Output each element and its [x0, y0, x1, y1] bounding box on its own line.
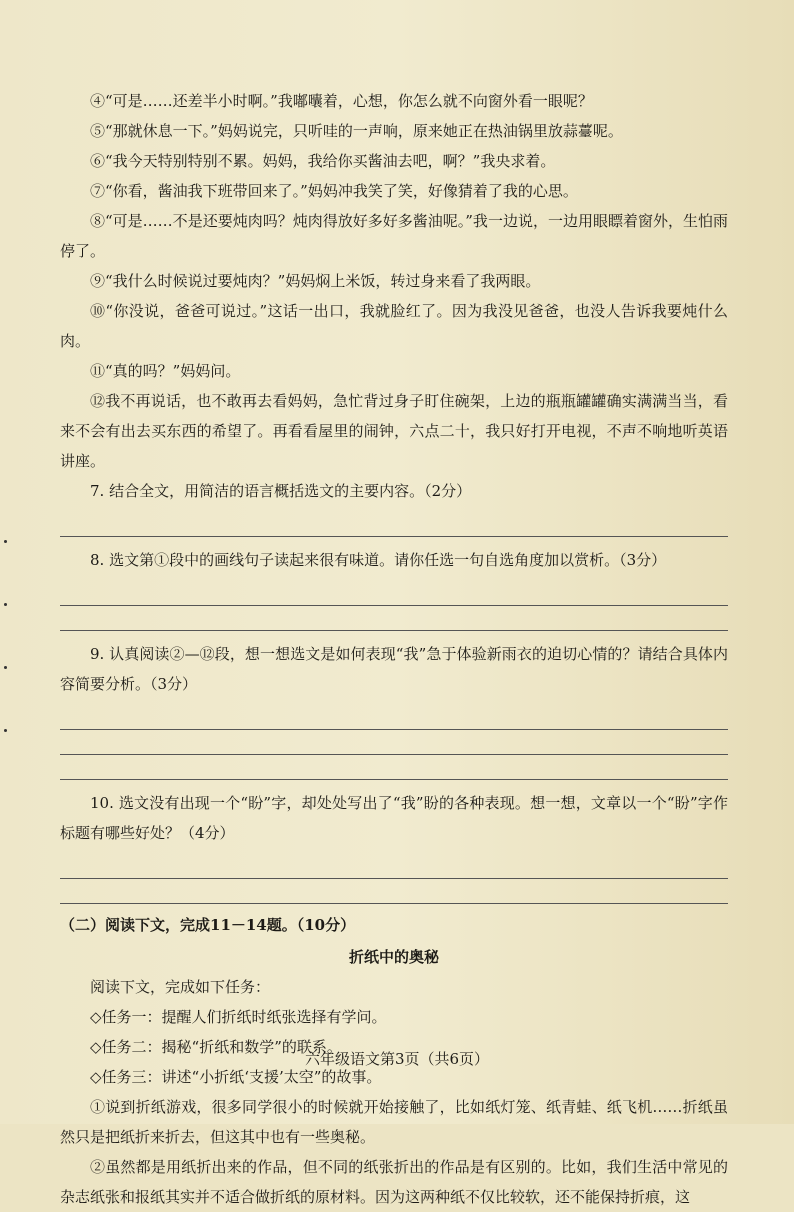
- answer-line[interactable]: [60, 879, 728, 904]
- answer-line[interactable]: [60, 730, 728, 755]
- paragraph-7: ⑦“你看，酱油我下班带回来了。”妈妈冲我笑了笑，好像猜着了我的心思。: [90, 182, 578, 200]
- task-2: ◇任务二：揭秘“折纸和数学”的联系。: [90, 1038, 342, 1056]
- paragraph-6: ⑥“我今天特别特别不累。妈妈，我给你买酱油去吧，啊？”我央求着。: [90, 152, 556, 170]
- page-footer: 六年级语文第3页（共6页）: [304, 1050, 490, 1068]
- answer-area-10[interactable]: [60, 854, 728, 904]
- article-title: 折纸中的奥秘: [348, 948, 439, 966]
- paragraph-11: ⑪“真的吗？”妈妈问。: [90, 362, 241, 380]
- question-9: 9. 认真阅读②—⑫段，想一想选文是如何表现“我”急于体验新雨衣的迫切心情的？请结合具体内容简要分析。（3分）: [60, 645, 728, 693]
- answer-line[interactable]: [60, 854, 728, 879]
- article-paragraph-1: ①说到折纸游戏，很多同学很小的时候就开始接触了，比如纸灯笼、纸青蛙、纸飞机……折纸虽然只是把纸折来折去，但这其中也有一些奥秘。: [60, 1098, 728, 1146]
- answer-area-7[interactable]: [60, 512, 728, 537]
- task-1: ◇任务一：提醒人们折纸时纸张选择有学问。: [90, 1008, 387, 1026]
- article-paragraph-2: ②虽然都是用纸折出来的作品，但不同的纸张折出的作品是有区别的。比如，我们生活中常见的杂志纸张和报纸其实并不适合做折纸的原材料。因为这两种纸不仅比较软，还不能保持折痕，这: [60, 1158, 728, 1206]
- answer-line[interactable]: [60, 581, 728, 606]
- answer-area-8[interactable]: [60, 581, 728, 631]
- section-2-heading: （二）阅读下文，完成11－14题。（10分）: [60, 916, 356, 934]
- paragraph-5: ⑤“那就休息一下。”妈妈说完，只听哇的一声响，原来她正在热油锅里放蒜薹呢。: [90, 122, 623, 140]
- paragraph-10: ⑩“你没说，爸爸可说过。”这话一出口，我就脸红了。因为我没见爸爸，也没人告诉我要炖什么肉。: [60, 302, 728, 350]
- paragraph-9: ⑨“我什么时候说过要炖肉？”妈妈焖上米饭，转过身来看了我两眼。: [90, 272, 541, 290]
- answer-area-9[interactable]: [60, 705, 728, 780]
- task-intro: 阅读下文，完成如下任务：: [90, 978, 271, 996]
- answer-line[interactable]: [60, 606, 728, 631]
- question-7: 7. 结合全文，用简洁的语言概括选文的主要内容。（2分）: [90, 482, 472, 500]
- answer-line[interactable]: [60, 512, 728, 537]
- question-10: 10. 选文没有出现一个“盼”字，却处处写出了“我”盼的各种表现。想一想，文章以一个“盼”字作标题有哪些好处？（4分）: [60, 794, 728, 842]
- paragraph-4: ④“可是……还差半小时啊。”我嘟囔着，心想，你怎么就不向窗外看一眼呢？: [90, 92, 593, 110]
- question-8: 8. 选文第①段中的画线句子读起来很有味道。请你任选一句自选角度加以赏析。（3分）: [90, 551, 667, 569]
- paragraph-8: ⑧“可是……不是还要炖肉吗？炖肉得放好多好多酱油呢。”我一边说，一边用眼瞟着窗外，生怕雨停了。: [60, 212, 728, 260]
- answer-line[interactable]: [60, 705, 728, 730]
- task-3: ◇任务三：讲述“小折纸‘支援’太空”的故事。: [90, 1068, 382, 1086]
- binding-holes: [4, 540, 10, 792]
- answer-line[interactable]: [60, 755, 728, 780]
- paragraph-12: ⑫我不再说话，也不敢再去看妈妈，急忙背过身子盯住碗架，上边的瓶瓶罐罐确实满满当当，看来不会有出去买东西的希望了。再看看屋里的闹钟，六点二十，我只好打开电视，不声不响地听英语讲座。: [60, 392, 728, 470]
- page-content: [60, 86, 728, 1212]
